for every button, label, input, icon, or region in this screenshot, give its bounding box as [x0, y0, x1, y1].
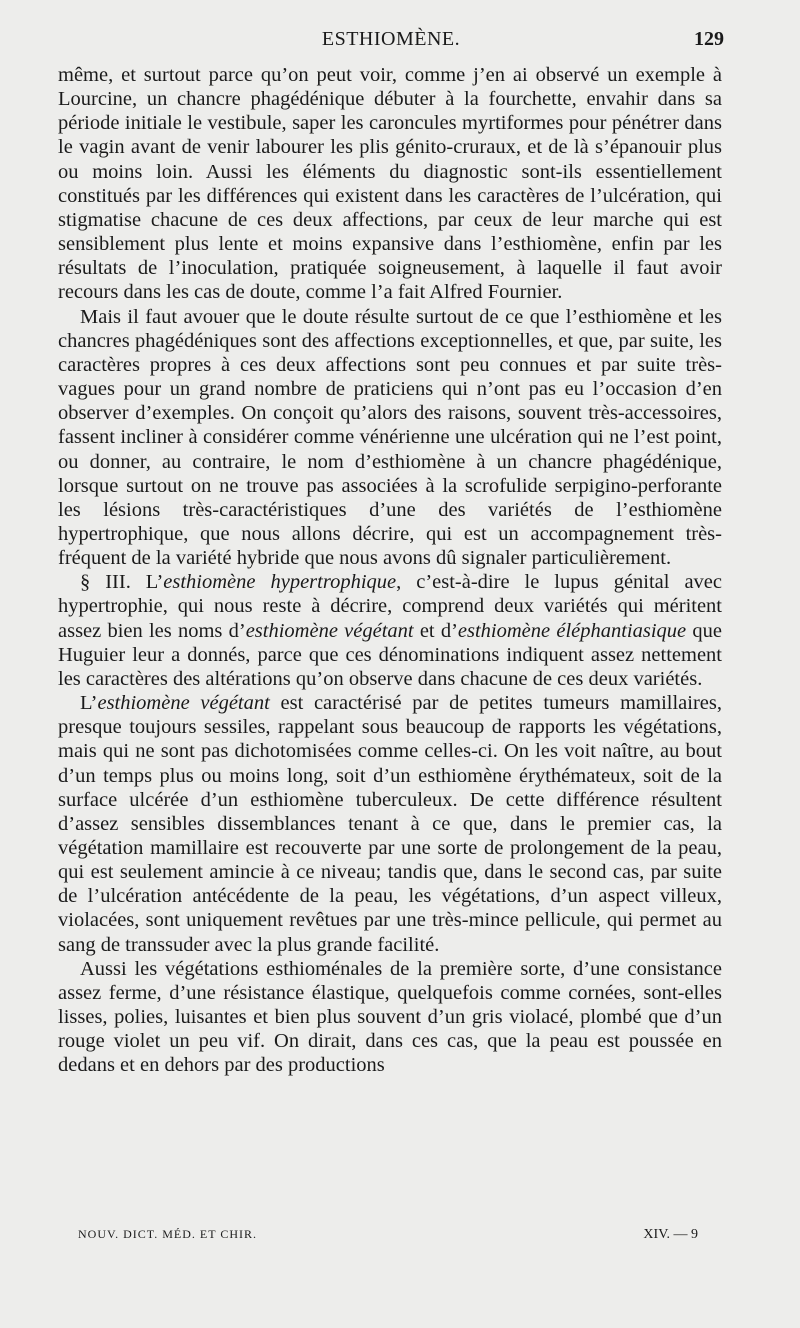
- italic-term: esthiomène végétant: [245, 619, 414, 642]
- italic-term: esthiomène végétant: [97, 692, 270, 715]
- signature-mark: NOUV. DICT. MÉD. ET CHIR.: [78, 1227, 258, 1241]
- text-run: et d’: [413, 619, 458, 642]
- text-run: , c’est-à-dire le lupus génital avec hypertrophie, qui nous reste à décrire, comprend deux variétés qui méritent assez bien les noms d’: [58, 571, 723, 642]
- paragraph: [58, 691, 722, 957]
- paragraph: [58, 570, 722, 691]
- text-run: même, et surtout parce qu’on peut voir, comme j’en ai observé un exemple à Lourcine, un chancre phagédénique débuter à la fourchette, envahir dans sa période initiale le vestibule, saper les caroncules myrtiformes pour pénétrer dans le vagin avant de venir labourer les plis génito-cruraux, et de là s’épanouir plus ou moins loin. Aussi les éléments du diagnostic sont-ils essentiellement constitués par les différences qui existent dans les caractères de l’ulcération, qui stigmatise chacune de ces deux affections, par ceux de leur marche qui est sensiblement plus lente et moins expansive dans l’esthiomène, enfin par les résultats de l’inoculation, pratiquée soigneusement, à laquelle il faut avoir recours dans les cas de doute, comme l’a fait Alfred Fournier.: [58, 64, 722, 304]
- text-run: L’: [80, 692, 98, 715]
- running-title: ESTHIOMÈNE.: [321, 28, 461, 50]
- page-footer: [78, 1227, 698, 1245]
- text-run: Mais il faut avouer que le doute résulte surtout de ce que l’esthiomène et les chancres phagédéniques sont des affections exceptionnelles, et que, par suite, les caractères propres à ces deux affections sont peu connues et par suite très-vagues pour un grand nombre de praticiens qui n’ont pas eu l’occasion d’en observer d’exemples. On conçoit qu’alors des raisons, souvent très-accessoires, fassent incliner à considérer comme vénérienne une ulcération qui ne l’est point, ou donner, au contraire, le nom d’esthiomène à un chancre phagédénique, lorsque surtout on ne trouve pas associées à la scrofulide serpigino-perforante les lésions très-caractéristiques d’une des variétés de l’esthiomène hypertrophique, que nous allons décrire, qui est un accompagnement très-fréquent de la variété hybride que nous avons dû signaler particulièrement.: [58, 305, 722, 570]
- paragraph: [58, 305, 722, 571]
- page-number: 129: [694, 28, 724, 50]
- text-run: que Huguier leur a donnés, parce que ces dénominations indiquent assez nettement les caractères des altérations qu’on observe dans chacune de ces deux variétés.: [58, 619, 722, 690]
- italic-term: esthiomène hypertrophique: [163, 571, 397, 594]
- body-text: [58, 63, 722, 1078]
- text-run: Aussi les végétations esthioménales de la première sorte, d’une consistance assez ferme, d’une résistance élastique, quelquefois comme cornées, sont-elles lisses, polies, luisantes et bien plus souvent d’un gris violacé, plombé que d’un rouge violet un peu vif. On dirait, dans ces cas, que la peau est poussée en dedans et en dehors par des productions: [58, 957, 722, 1077]
- text-run: est caractérisé par de petites tumeurs mamillaires, presque toujours sessiles, rappelant sous beaucoup de rapports les végétations, mais qui ne sont pas dichotomisées comme celles-ci. On les voit naître, au bout d’un temps plus ou moins long, soit d’un esthiomène érythémateux, soit de la surface ulcérée d’un esthiomène tuberculeux. De cette différence résultent d’assez sensibles dissemblances tenant à ce que, dans le premier cas, la végétation mamillaire est recouverte par une sorte de prolongement de la peau, qui est seulement amincie à ce niveau; tandis que, dans le second cas, par suite de l’ulcération antécédente de la peau, les végétations, d’un aspect villeux, violacées, sont uniquement revêtues par une très-mince pellicule, qui permet au sang de transsuder avec la plus grande facilité.: [58, 692, 722, 956]
- paragraph: [58, 63, 722, 305]
- italic-term: esthiomène éléphantiasique: [457, 619, 687, 642]
- paragraph: [58, 957, 722, 1078]
- text-run: § III. L’: [80, 571, 164, 594]
- volume-sheet-number: XIV. — 9: [643, 1227, 698, 1242]
- page-header: [58, 28, 724, 54]
